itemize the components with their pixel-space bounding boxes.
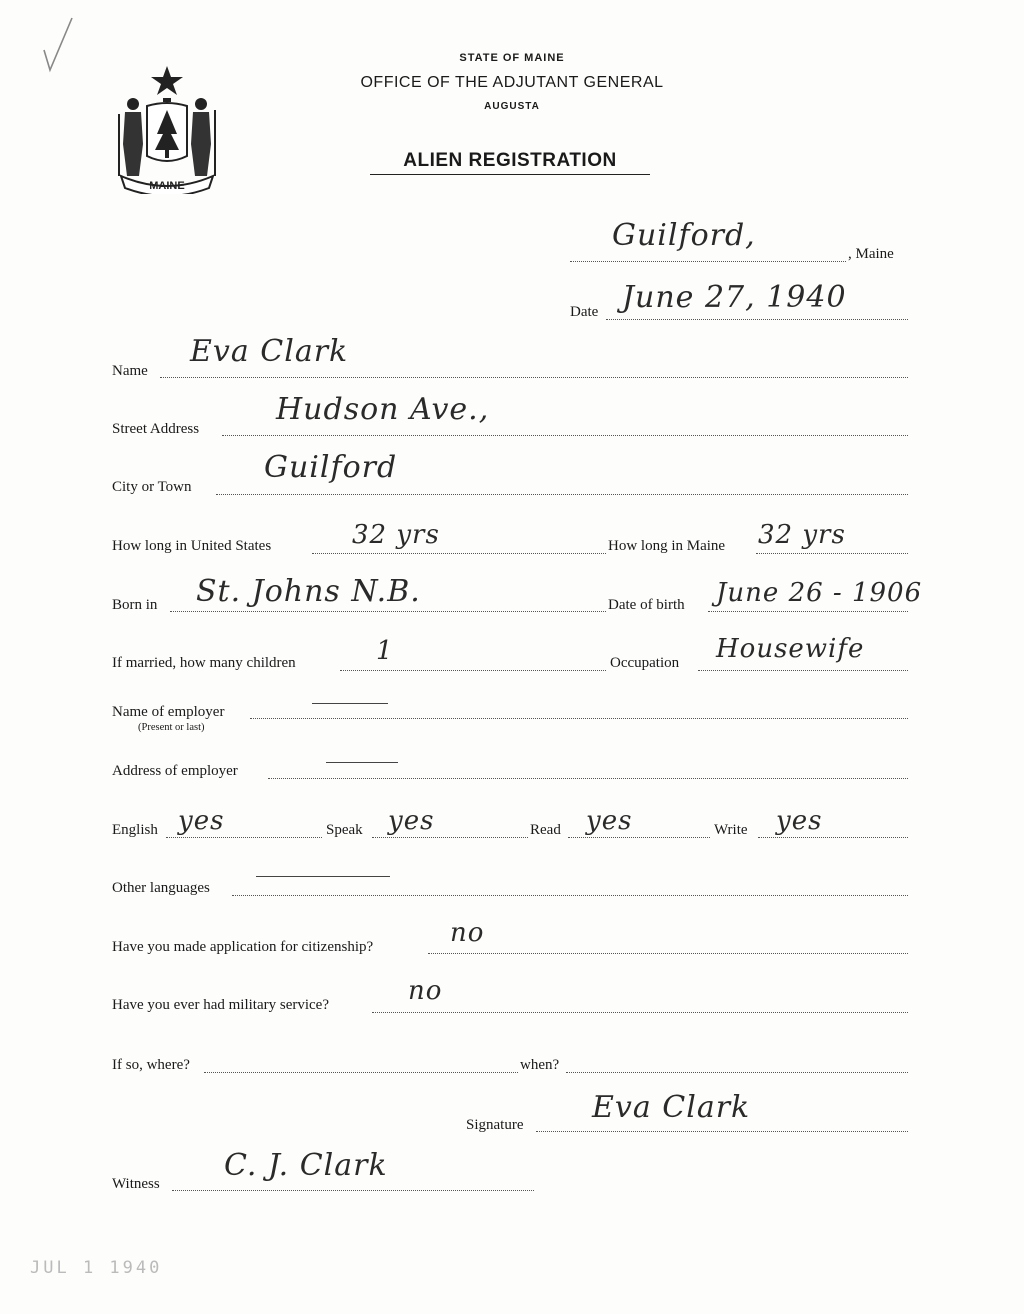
received-stamp: JUL 1 1940 (30, 1258, 163, 1278)
write-label: Write (714, 822, 748, 838)
city-heading: AUGUSTA (484, 101, 540, 112)
other-languages-dash (256, 876, 390, 877)
born-in-line (170, 611, 606, 612)
name-entry[interactable]: Eva Clark (190, 334, 349, 369)
write-line (758, 837, 908, 838)
date-line (606, 319, 908, 320)
military-label: Have you ever had military service? (112, 997, 329, 1013)
speak-entry[interactable]: yes (388, 806, 435, 836)
english-entry[interactable]: yes (178, 806, 225, 836)
seal-banner-text: MAINE (149, 180, 185, 192)
how-long-us-entry[interactable]: 32 yrs (352, 520, 440, 550)
witness-entry[interactable]: C. J. Clark (224, 1148, 388, 1183)
form-title: ALIEN REGISTRATION (370, 150, 650, 175)
how-long-maine-entry[interactable]: 32 yrs (758, 520, 846, 550)
write-entry[interactable]: yes (776, 806, 823, 836)
born-in-label: Born in (112, 597, 158, 613)
city-label: City or Town (112, 479, 192, 495)
citizenship-label: Have you made application for citizenship? (112, 939, 374, 955)
employer-sublabel: (Present or last) (138, 722, 205, 733)
occupation-line (698, 670, 908, 671)
speak-label: Speak (326, 822, 363, 838)
read-entry[interactable]: yes (586, 806, 633, 836)
when-line (566, 1072, 908, 1073)
occupation-label: Occupation (610, 655, 680, 671)
employer-address-dash (326, 762, 398, 763)
where-label: If so, where? (112, 1057, 190, 1073)
read-line (568, 837, 710, 838)
town-line (570, 261, 846, 262)
state-heading: STATE OF MAINE (459, 52, 565, 64)
children-label: If married, how many children (112, 655, 296, 671)
street-label: Street Address (112, 421, 200, 437)
city-entry[interactable]: Guilford (264, 450, 398, 485)
town-entry[interactable]: Guilford, (612, 218, 756, 253)
employer-line (250, 718, 908, 719)
witness-line (172, 1190, 534, 1191)
check-mark-icon (38, 14, 78, 74)
where-line (204, 1072, 518, 1073)
employer-address-line (268, 778, 908, 779)
read-label: Read (530, 822, 561, 838)
english-line (166, 837, 322, 838)
military-entry[interactable]: no (408, 976, 443, 1006)
employer-dash (312, 703, 388, 704)
children-line (340, 670, 606, 671)
employer-label: Name of employer (112, 704, 225, 720)
street-line (222, 435, 908, 436)
date-entry[interactable]: June 27, 1940 (622, 280, 847, 315)
children-entry[interactable]: 1 (376, 636, 394, 666)
dob-line (708, 611, 908, 612)
dob-entry[interactable]: June 26 - 1906 (716, 578, 923, 608)
english-label: English (112, 822, 158, 838)
employer-address-label: Address of employer (112, 763, 238, 779)
date-label: Date (570, 304, 599, 320)
signature-label: Signature (466, 1117, 524, 1133)
signature-line (536, 1131, 908, 1132)
speak-line (372, 837, 528, 838)
military-line (372, 1012, 908, 1013)
other-languages-label: Other languages (112, 880, 210, 896)
street-entry[interactable]: Hudson Ave., (276, 392, 490, 427)
how-long-maine-line (756, 553, 908, 554)
other-languages-line (232, 895, 908, 896)
dob-label: Date of birth (608, 597, 685, 613)
when-label: when? (520, 1057, 560, 1073)
name-label: Name (112, 363, 148, 379)
name-line (160, 377, 908, 378)
maine-label: , Maine (848, 246, 894, 262)
occupation-entry[interactable]: Housewife (716, 634, 865, 664)
how-long-us-label: How long in United States (112, 538, 272, 554)
citizenship-entry[interactable]: no (450, 918, 485, 948)
born-in-entry[interactable]: St. Johns N.B. (196, 574, 421, 609)
city-line (216, 494, 908, 495)
witness-label: Witness (112, 1176, 160, 1192)
citizenship-line (428, 953, 908, 954)
signature-entry[interactable]: Eva Clark (592, 1090, 751, 1125)
how-long-maine-label: How long in Maine (608, 538, 726, 554)
office-heading: OFFICE OF THE ADJUTANT GENERAL (360, 74, 664, 91)
how-long-us-line (312, 553, 606, 554)
